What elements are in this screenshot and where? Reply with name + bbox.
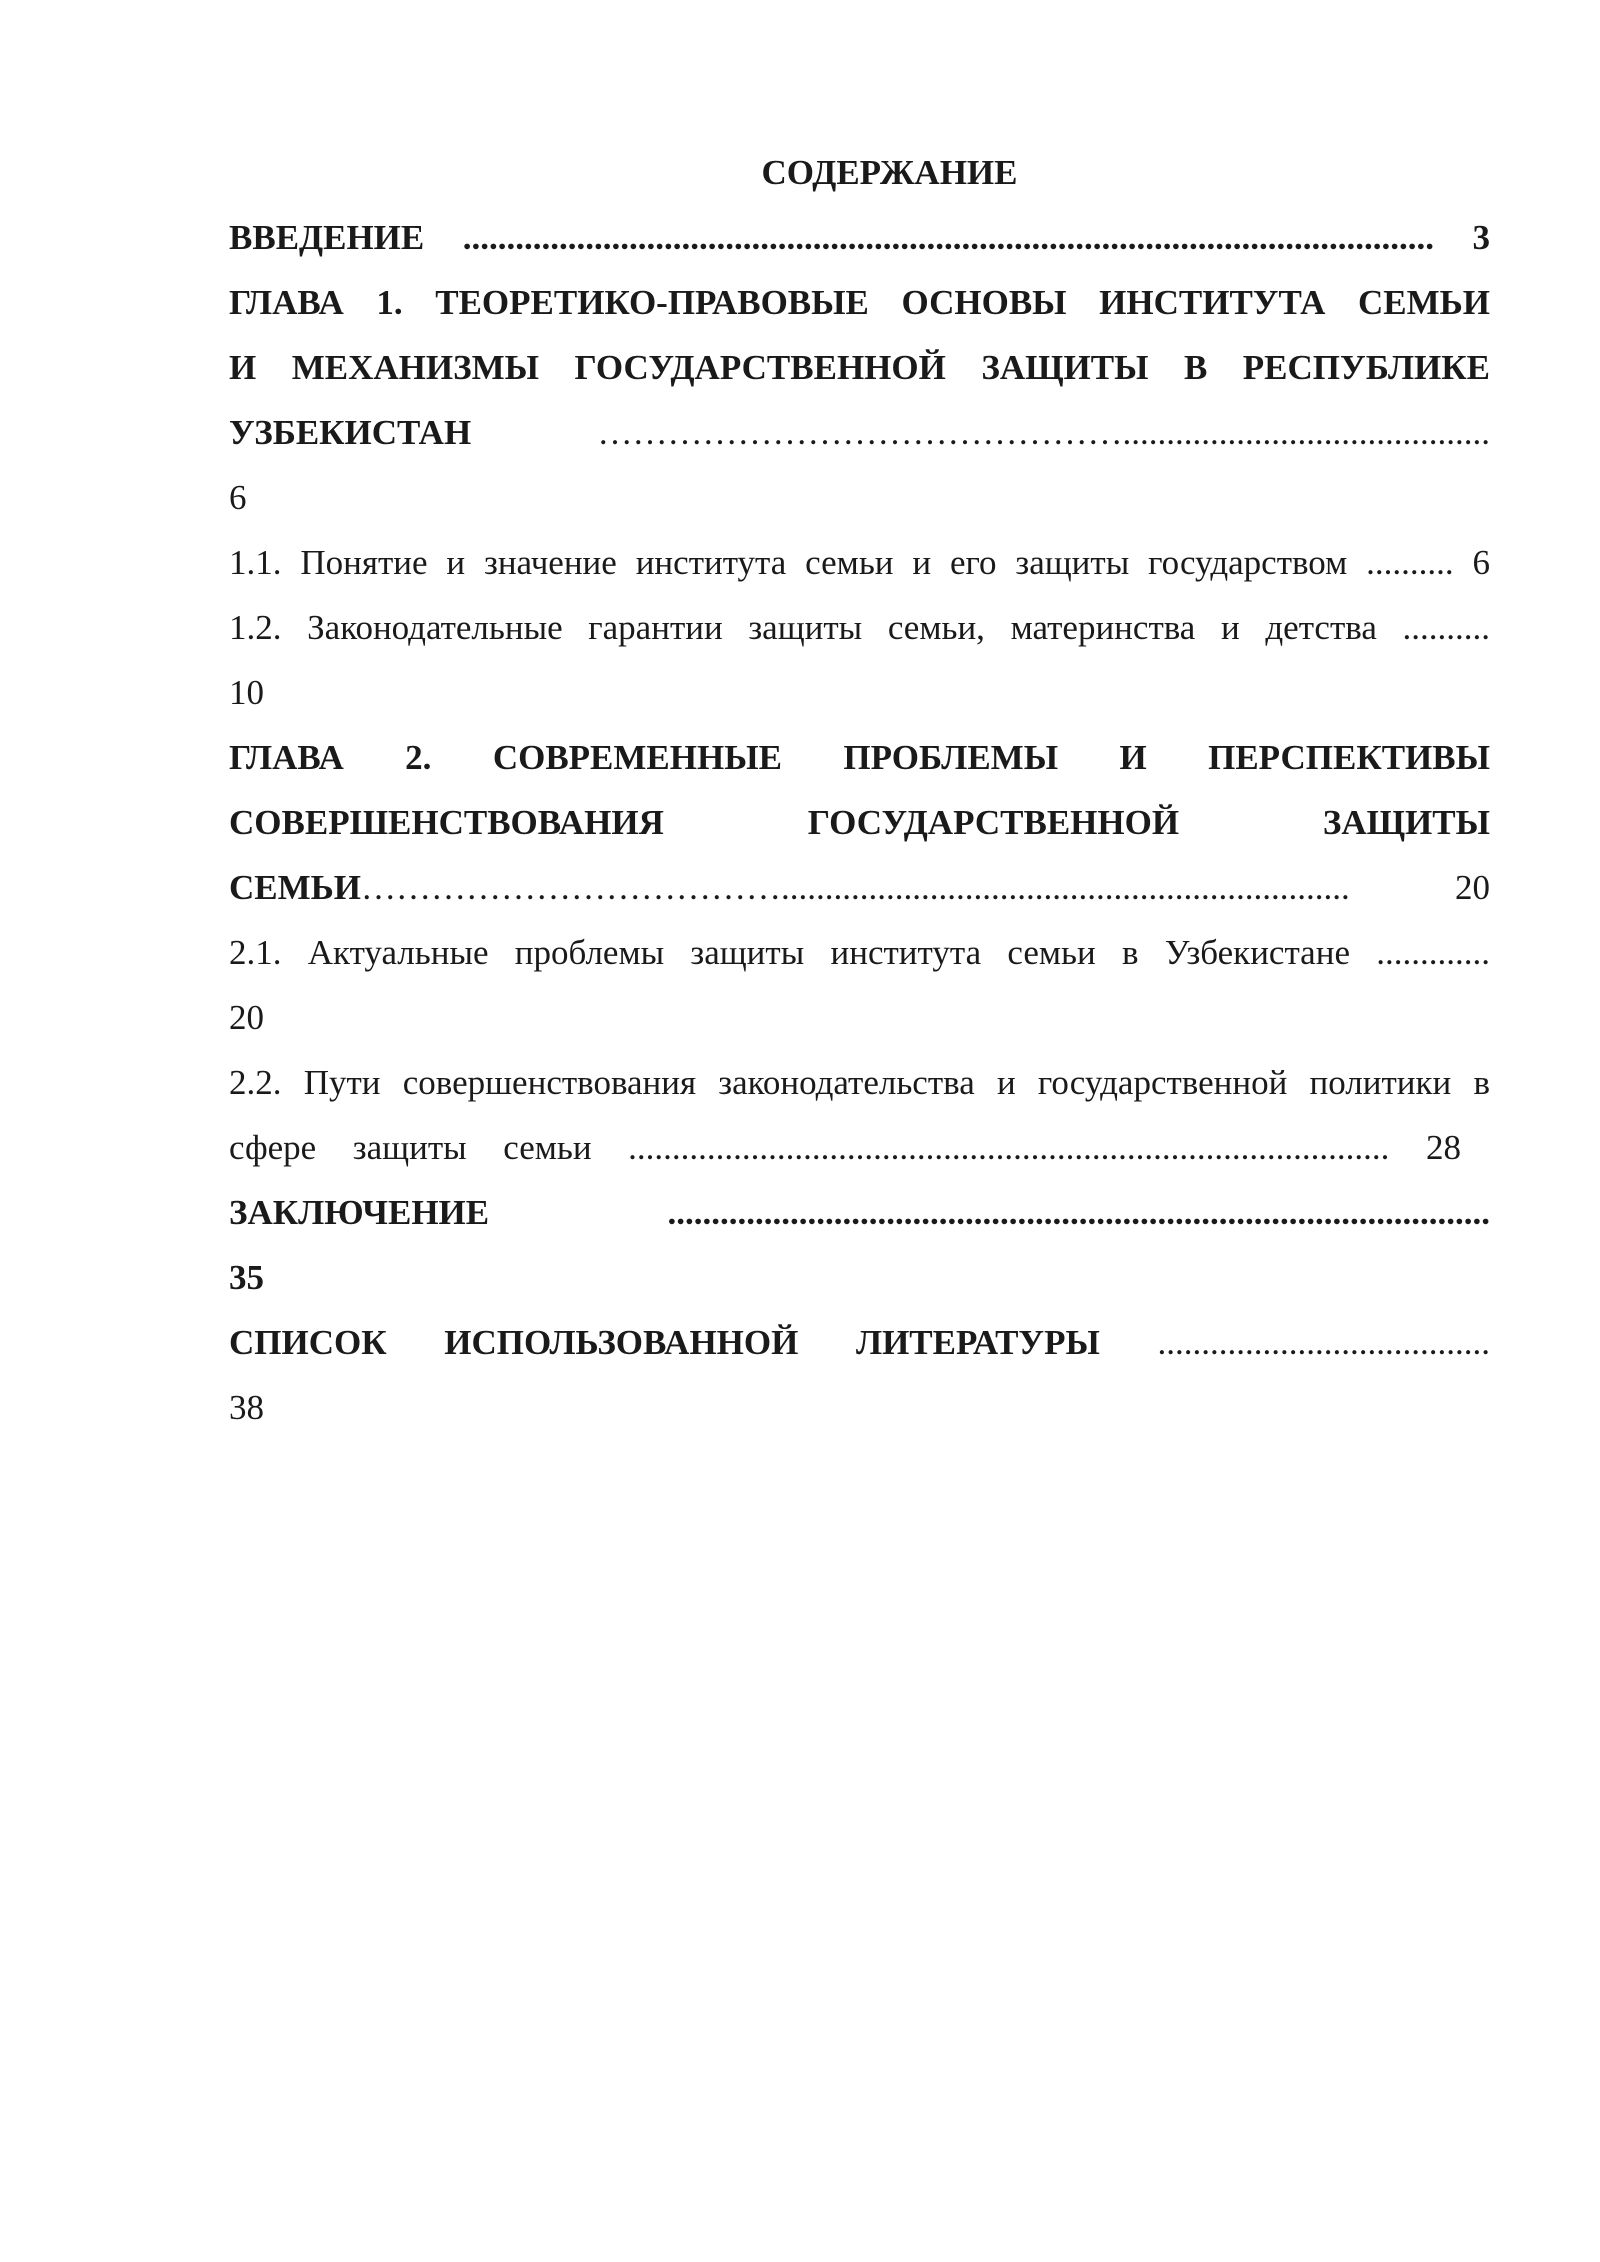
toc-entry-label-line-with-leader: [229, 400, 1490, 465]
toc-entry-label: 2.1. Актуальные проблемы защиты института семьи в Узбекистане: [229, 933, 1350, 972]
toc-entry-label: УЗБЕКИСТАН: [229, 413, 472, 452]
toc-entry-leader: ...............................................................................................................: [462, 218, 1435, 257]
toc-entry-leader: .............: [1376, 933, 1491, 972]
toc-entry-leader: ..........: [1402, 608, 1491, 647]
toc-entry-page: 10: [229, 673, 264, 712]
toc-entry-section-2-1[interactable]: [229, 920, 1490, 985]
toc-entry-page: 20: [1455, 868, 1490, 907]
toc-entry-label-line: ГЛАВА 1. ТЕОРЕТИКО-ПРАВОВЫЕ ОСНОВЫ ИНСТИТУТА СЕМЬИ: [229, 283, 1490, 322]
toc-entry-chapter-2[interactable]: [229, 725, 1490, 920]
toc-entry-label: сфере защиты семьи: [229, 1128, 592, 1167]
toc-entry-label: СЕМЬИ: [229, 868, 362, 907]
table-of-contents: [229, 140, 1490, 1440]
toc-entry-section-1-1[interactable]: [229, 530, 1490, 595]
toc-entry-section-2-2[interactable]: [229, 1050, 1490, 1180]
toc-entry-leader: ..............................................................................................: [667, 1193, 1490, 1232]
toc-entry-section-1-2[interactable]: [229, 595, 1490, 660]
toc-entry-page: 3: [1472, 218, 1491, 257]
toc-entry-bibliography[interactable]: [229, 1310, 1490, 1375]
toc-entry-page: 6: [229, 478, 247, 517]
toc-entry-label-line-with-leader: [229, 855, 1490, 920]
toc-entry-page: 28: [1426, 1128, 1462, 1167]
toc-entry-page: 38: [229, 1388, 264, 1427]
toc-entry-label-line-with-leader: [229, 1115, 1461, 1180]
toc-entry-chapter-1[interactable]: [229, 270, 1490, 465]
toc-entry-label-line: ГЛАВА 2. СОВРЕМЕННЫЕ ПРОБЛЕМЫ И ПЕРСПЕКТИВЫ: [229, 738, 1490, 777]
toc-entry-label-line: 2.2. Пути совершенствования законодательства и государственной политики в: [229, 1063, 1490, 1102]
toc-entry-leader: .......................................................................................: [628, 1128, 1390, 1167]
toc-entry-label: СПИСОК ИСПОЛЬЗОВАННОЙ ЛИТЕРАТУРЫ: [229, 1323, 1100, 1362]
toc-entry-label: 1.2. Законодательные гарантии защиты семьи, материнства и детства: [229, 608, 1377, 647]
toc-entry-leader: ......................................: [1157, 1323, 1490, 1362]
toc-entry-page: 20: [229, 998, 264, 1037]
toc-entry-label: ЗАКЛЮЧЕНИЕ: [229, 1193, 490, 1232]
page-title: СОДЕРЖАНИЕ: [761, 153, 1018, 192]
toc-entry-label: ВВЕДЕНИЕ: [229, 218, 425, 257]
toc-entry-conclusion[interactable]: [229, 1180, 1490, 1245]
toc-entry-leader: ..........: [1366, 543, 1454, 582]
toc-entry-introduction[interactable]: [229, 205, 1490, 270]
toc-entry-label-line: СОВЕРШЕНСТВОВАНИЯ ГОСУДАРСТВЕННОЙ ЗАЩИТЫ: [229, 803, 1490, 842]
toc-entry-leader: ………………………………………..........................................: [597, 413, 1490, 452]
toc-entry-leader: ……………………………….................................................................: [361, 868, 1350, 907]
toc-entry-page: 35: [229, 1258, 264, 1297]
toc-entry-page: 6: [1472, 543, 1491, 582]
toc-entry-label: 1.1. Понятие и значение института семьи и его защиты государством: [229, 543, 1348, 582]
toc-entry-label-line: И МЕХАНИЗМЫ ГОСУДАРСТВЕННОЙ ЗАЩИТЫ В РЕСПУБЛИКЕ: [229, 348, 1490, 387]
